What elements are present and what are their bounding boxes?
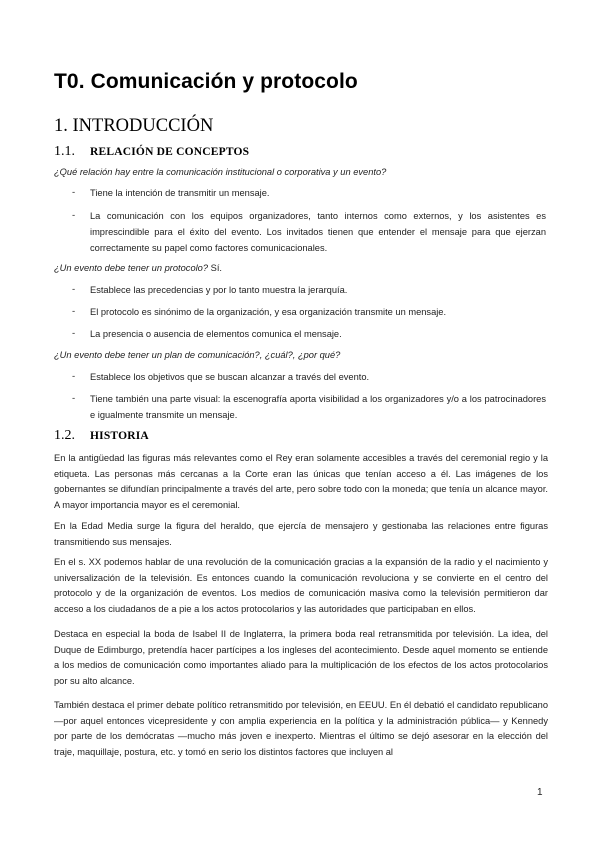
bullet-dash: - bbox=[72, 371, 76, 382]
paragraph: En la antigüedad las figuras más relevantes como el Rey eran solamente accesibles a través del ceremonial regio y la etiqueta. Las personas más cercanas a la Corte eran las únicas que tenían acceso a él. Las imágenes de los gobernantes se difundían principalmente a través del arte, pero sobre todo con la moneda; que tenía un alcance mayor. A mayor importancia mayor es el ceremonial. bbox=[54, 453, 548, 510]
paragraph: En el s. XX podemos hablar de una revolución de la comunicación gracias a la expansión de la radio y el nacimiento y universalización de la televisión. Es entonces cuando la comunicación revoluciona y se convierte en el centro del protocolo y de la organización de eventos. Los medios de comunicación masiva como la televisión permitieron dar acceso a los ciudadanos de a pie a los actos protocolarios y las autoridades que participaban en ellos. bbox=[54, 557, 548, 614]
page-number: 1 bbox=[537, 787, 543, 798]
bullet-dash: - bbox=[72, 210, 76, 221]
subsection-heading-1 bbox=[54, 144, 249, 160]
question-3: ¿Un evento debe tener un plan de comunicación?, ¿cuál?, ¿por qué? bbox=[54, 350, 341, 360]
bullet-dash: - bbox=[72, 328, 76, 339]
question-2-text: ¿Un evento debe tener un protocolo? bbox=[54, 263, 209, 273]
bullet-dash: - bbox=[72, 284, 76, 295]
section-number: 1. bbox=[54, 116, 68, 136]
bullet-item: Tiene la intención de transmitir un mensaje. bbox=[90, 188, 270, 198]
bullet-dash: - bbox=[72, 187, 76, 198]
paragraph: Destaca en especial la boda de Isabel II de Inglaterra, la primera boda real retransmitida por televisión. La idea, del Duque de Edimburgo, pretendía hacer partícipes a los ingleses del acontecimiento. Desde aquel momento se entiende a los medios de comunicación como importantes aliado para la multiplicación de los efectos de los actos protocolarios por su alto alcance. bbox=[54, 629, 548, 686]
bullet-item: La presencia o ausencia de elementos comunica el mensaje. bbox=[90, 329, 342, 339]
subsection-number: 1.1. bbox=[54, 144, 75, 159]
section-heading bbox=[54, 116, 213, 137]
question-2 bbox=[54, 263, 222, 273]
paragraph: También destaca el primer debate político retransmitido por televisión, en EEUU. En él debatió el candidato republicano —por aquel entonces vicepresidente y con amplia experiencia en la política y la administración pública— y Kennedy por parte de los demócratas —mucho más joven e inexperto. Mientras el último se dejó asesorar en la elección del traje, maquillaje, postura, etc. y tomó en serio los distintos factores que incluyen al bbox=[54, 700, 548, 757]
bullet-item: Establece las precedencias y por lo tanto muestra la jerarquía. bbox=[90, 285, 348, 295]
bullet-item: El protocolo es sinónimo de la organización, y esa organización transmite un mensaje. bbox=[90, 307, 447, 317]
subsection-number: 1.2. bbox=[54, 428, 75, 443]
bullet-item: La comunicación con los equipos organizadores, tanto internos como externos, y los asistentes es imprescindible para el éxito del evento. Los invitados tienen que entender el mensaje para que ejerzan correctamente su papel como factores comunicacionales. bbox=[90, 211, 546, 253]
bullet-dash: - bbox=[72, 393, 76, 404]
section-title: INTRODUCCIÓN bbox=[72, 116, 214, 136]
paragraph: En la Edad Media surge la figura del heraldo, que ejercía de mensajero y gestionaba las relaciones entre figuras transmitiendo sus mensajes. bbox=[54, 521, 548, 547]
subsection-title: HISTORIA bbox=[90, 430, 149, 442]
subsection-title: RELACIÓN DE CONCEPTOS bbox=[90, 146, 250, 158]
document-title: T0. Comunicación y protocolo bbox=[54, 70, 358, 93]
question-2-answer: Sí. bbox=[208, 263, 222, 273]
question-1: ¿Qué relación hay entre la comunicación institucional o corporativa y un evento? bbox=[54, 167, 387, 177]
bullet-item: Tiene también una parte visual: la escenografía aporta visibilidad a los organizadores y/o a los patrocinadores e igualmente transmite un mensaje. bbox=[90, 394, 546, 420]
bullet-dash: - bbox=[72, 306, 76, 317]
bullet-item: Establece los objetivos que se buscan alcanzar a través del evento. bbox=[90, 372, 370, 382]
subsection-heading-2 bbox=[54, 428, 149, 444]
